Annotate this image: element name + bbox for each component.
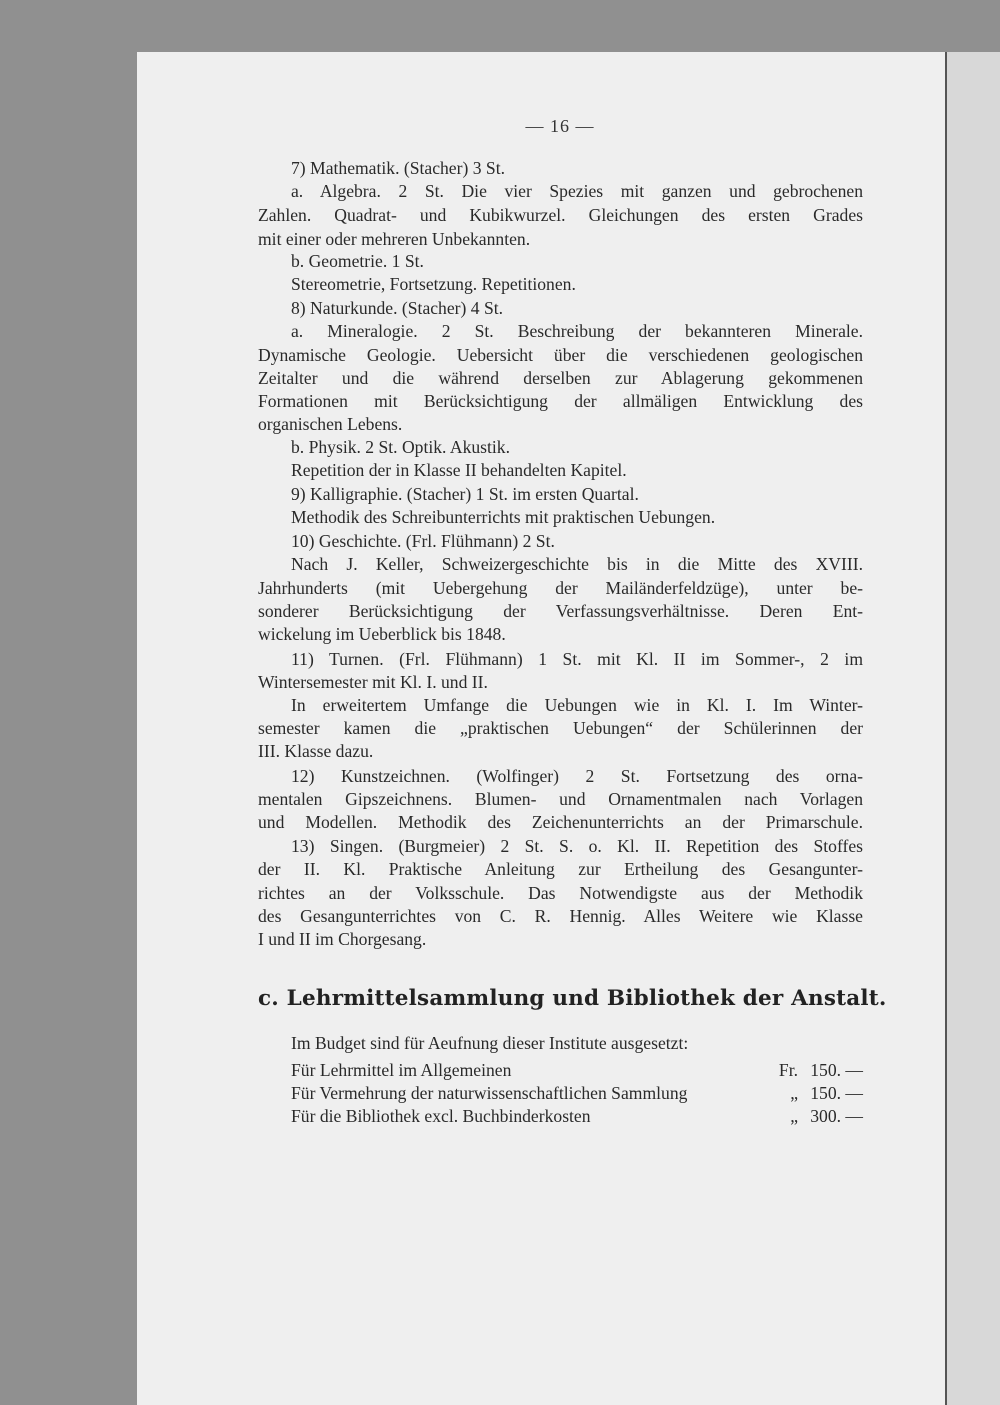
text-line: Zahlen. Quadrat- und Kubikwurzel. Gleichungen des ersten Grades	[258, 205, 863, 225]
text-line: 9) Kalligraphie. (Stacher) 1 St. im ersten Quartal.	[291, 484, 639, 504]
text-line: sonderer Berücksichtigung der Verfassungsverhältnisse. Deren Ent-	[258, 601, 863, 621]
text-line: 12) Kunstzeichnen. (Wolfinger) 2 St. Fortsetzung des orna-	[291, 766, 863, 786]
budget-row	[291, 1059, 863, 1081]
text-line: b. Geometrie. 1 St.	[291, 251, 424, 271]
text-line: Wintersemester mit Kl. I. und II.	[258, 672, 488, 692]
text-line: wickelung im Ueberblick bis 1848.	[258, 624, 506, 644]
section-intro: Im Budget sind für Aeufnung dieser Institute ausgesetzt:	[291, 1033, 689, 1053]
text-line: mentalen Gipszeichnens. Blumen- und Ornamentmalen nach Vorlagen	[258, 789, 863, 809]
text-line: III. Klasse dazu.	[258, 741, 374, 761]
text-line: Zeitalter und die während derselben zur Ablagerung gekommenen	[258, 368, 863, 388]
text-line: 7) Mathematik. (Stacher) 3 St.	[291, 158, 506, 178]
text-line: semester kamen die „praktischen Uebungen“ der Schülerinnen der	[258, 718, 863, 738]
budget-currency: „	[790, 1106, 798, 1126]
text-line: mit einer oder mehreren Unbekannten.	[258, 229, 531, 249]
text-line: der II. Kl. Praktische Anleitung zur Ertheilung des Gesangunter-	[258, 859, 863, 879]
text-line: In erweitertem Umfange die Uebungen wie in Kl. I. Im Winter-	[291, 695, 863, 715]
budget-currency: Fr.	[778, 1060, 798, 1080]
budget-row	[291, 1082, 863, 1104]
text-line: Nach J. Keller, Schweizergeschichte bis in die Mitte des XVIII.	[291, 554, 863, 574]
budget-amount: 150. —	[810, 1083, 863, 1103]
text-line: b. Physik. 2 St. Optik. Akustik.	[291, 437, 510, 457]
budget-currency: „	[790, 1083, 798, 1103]
budget-amount: 300. —	[810, 1106, 863, 1126]
text-line: a. Mineralogie. 2 St. Beschreibung der bekannteren Minerale.	[291, 321, 863, 341]
text-line: Formationen mit Berücksichtigung der allmäligen Entwicklung des	[258, 391, 863, 411]
text-line: des Gesangunterrichtes von C. R. Hennig. Alles Weitere wie Klasse	[258, 906, 863, 926]
text-line: Methodik des Schreibunterrichts mit praktischen Uebungen.	[291, 507, 716, 527]
adjacent-page-edge	[945, 52, 1000, 1405]
budget-item: Für Lehrmittel im Allgemeinen	[291, 1060, 512, 1080]
text-line: 13) Singen. (Burgmeier) 2 St. S. o. Kl. II. Repetition des Stoffes	[291, 836, 863, 856]
section-heading: c. Lehrmittelsammlung und Bibliothek der Anstalt.	[258, 986, 887, 1011]
text-line: organischen Lebens.	[258, 414, 403, 434]
text-line: Repetition der in Klasse II behandelten Kapitel.	[291, 460, 627, 480]
text-line: 8) Naturkunde. (Stacher) 4 St.	[291, 298, 504, 318]
text-line: richtes an der Volksschule. Das Notwendigste aus der Methodik	[258, 883, 863, 903]
text-line: a. Algebra. 2 St. Die vier Spezies mit ganzen und gebrochenen	[291, 181, 863, 201]
budget-item: Für die Bibliothek excl. Buchbinderkosten	[291, 1106, 591, 1126]
text-line: Stereometrie, Fortsetzung. Repetitionen.	[291, 274, 576, 294]
text-line: 10) Geschichte. (Frl. Flühmann) 2 St.	[291, 531, 555, 551]
text-line: und Modellen. Methodik des Zeichenunterrichts an der Primarschule.	[258, 812, 863, 832]
budget-row	[291, 1105, 863, 1127]
text-line: 11) Turnen. (Frl. Flühmann) 1 St. mit Kl. II im Sommer-, 2 im	[291, 649, 863, 669]
text-line: I und II im Chorgesang.	[258, 929, 427, 949]
page-number: — 16 —	[525, 116, 595, 136]
text-line: Jahrhunderts (mit Uebergehung der Mailänderfeldzüge), unter be-	[258, 578, 863, 598]
budget-amount: 150. —	[810, 1060, 863, 1080]
text-line: Dynamische Geologie. Uebersicht über die verschiedenen geologischen	[258, 345, 863, 365]
budget-item: Für Vermehrung der naturwissenschaftlichen Sammlung	[291, 1083, 688, 1103]
